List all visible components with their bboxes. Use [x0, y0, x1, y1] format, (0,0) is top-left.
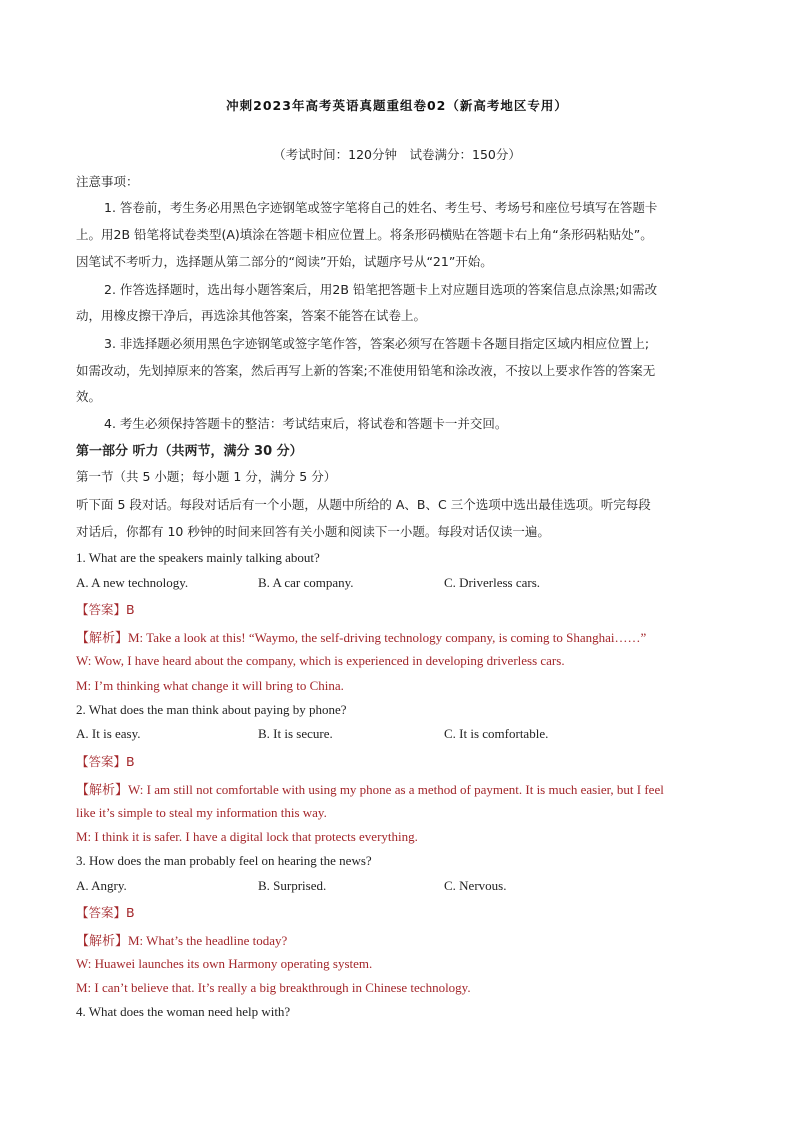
q2-option-b: B. It is secure. — [258, 726, 333, 741]
part1-heading: 第一部分 听力（共两节，满分 30 分） — [76, 444, 303, 459]
q1-explanation-1: 【解析】M: Take a look at this! “Waymo, the self-driving technology company, is coming to Shanghai……” — [76, 630, 647, 645]
instructions-line-1: 听下面 5 段对话。每段对话后有一个小题，从题中所给的 A、B、C 三个选项中选出最佳选项。听完每段 — [76, 497, 651, 512]
q1-explanation-3: M: I’m thinking what change it will bring to China. — [76, 678, 344, 693]
q3-option-a: A. Angry. — [76, 878, 127, 893]
q3-explanation-2: W: Huawei launches its own Harmony operating system. — [76, 956, 373, 971]
q2-option-c: C. It is comfortable. — [444, 726, 549, 741]
exam-info: （考试时间：120分钟 试卷满分：150分） — [273, 147, 521, 162]
notice-item-2-line-1: 2. 作答选择题时，选出每小题答案后，用2B 铅笔把答题卡上对应题目选项的答案信息点涂黑;如需改 — [104, 282, 658, 297]
q3-option-b: B. Surprised. — [258, 878, 327, 893]
instructions-line-2: 对话后，你都有 10 秒钟的时间来回答有关小题和阅读下一小题。每段对话仅读一遍。 — [76, 524, 550, 539]
q3-explanation-3: M: I can’t believe that. It’s really a big breakthrough in Chinese technology. — [76, 980, 471, 995]
q2-answer: 【答案】B — [76, 754, 135, 769]
notice-item-3-line-2: 如需改动，先划掉原来的答案，然后再写上新的答案;不准使用铅笔和涂改液，不按以上要求作答的答案无 — [76, 363, 656, 378]
notice-item-3-line-1: 3. 非选择题必须用黑色字迹钢笔或签字笔作答，答案必须写在答题卡各题目指定区域内相应位置上; — [104, 336, 650, 351]
q2-explanation-2: like it’s simple to steal my information this way. — [76, 805, 327, 820]
q2-stem: 2. What does the man think about paying by phone? — [76, 702, 347, 717]
q1-stem: 1. What are the speakers mainly talking about? — [76, 550, 320, 565]
q3-option-c: C. Nervous. — [444, 878, 507, 893]
notice-item-2-line-2: 动，用橡皮擦干净后，再选涂其他答案，答案不能答在试卷上。 — [76, 308, 427, 323]
q4-stem: 4. What does the woman need help with? — [76, 1004, 291, 1019]
notice-item-1-line-1: 1. 答卷前，考生务必用黑色字迹钢笔或签字笔将自己的姓名、考生号、考场号和座位号填写在答题卡 — [104, 200, 658, 215]
notice-item-4: 4. 考生必须保持答题卡的整洁：考试结束后，将试卷和答题卡一并交回。 — [104, 416, 508, 431]
q2-explanation-3: M: I think it is safer. I have a digital lock that protects everything. — [76, 829, 418, 844]
q2-option-a: A. It is easy. — [76, 726, 141, 741]
q3-stem: 3. How does the man probably feel on hearing the news? — [76, 853, 372, 868]
notice-heading: 注意事项： — [76, 174, 139, 189]
notice-item-1-line-2: 上。用2B 铅笔将试卷类型(A)填涂在答题卡相应位置上。将条形码横贴在答题卡右上角“条形码粘贴处”。 — [76, 227, 653, 242]
q1-answer: 【答案】B — [76, 602, 135, 617]
q1-explanation-2: W: Wow, I have heard about the company, which is experienced in developing driverless cars. — [76, 653, 565, 668]
q1-option-a: A. A new technology. — [76, 575, 189, 590]
notice-item-3-line-3: 效。 — [76, 389, 102, 404]
section1-heading: 第一节（共 5 小题；每小题 1 分，满分 5 分） — [76, 469, 337, 484]
notice-item-1-line-3: 因笔试不考听力，选择题从第二部分的“阅读”开始，试题序号从“21”开始。 — [76, 254, 493, 269]
q3-answer: 【答案】B — [76, 905, 135, 920]
q1-option-b: B. A car company. — [258, 575, 354, 590]
page-title: 冲刺2023年高考英语真题重组卷02（新高考地区专用） — [226, 98, 568, 113]
q2-explanation-1: 【解析】W: I am still not comfortable with using my phone as a method of payment. It is much easier, but I feel — [76, 782, 664, 797]
q3-explanation-1: 【解析】M: What’s the headline today? — [76, 933, 288, 948]
q1-option-c: C. Driverless cars. — [444, 575, 541, 590]
